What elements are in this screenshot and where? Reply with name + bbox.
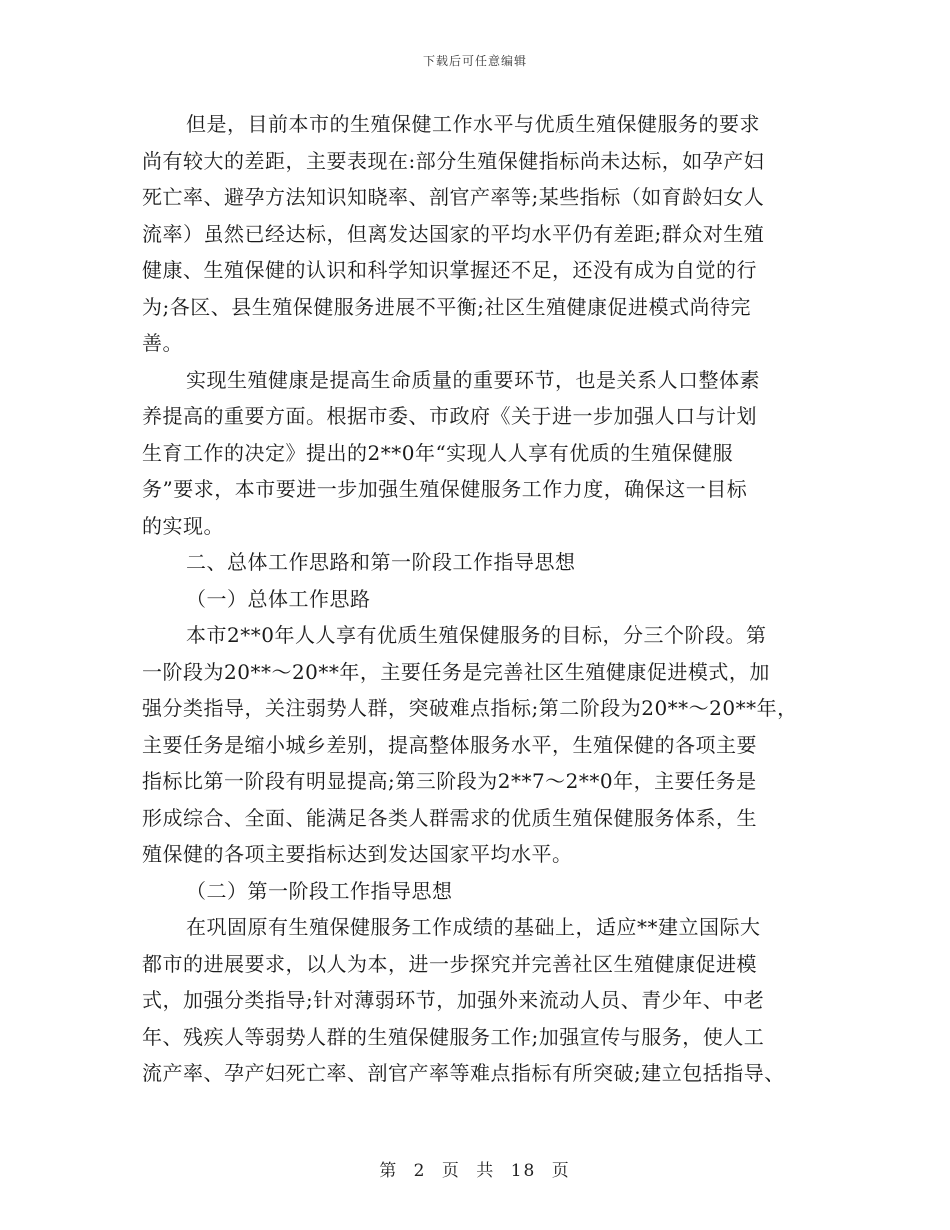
subsection-heading: （一）总体工作思路: [186, 586, 371, 611]
paragraph-line: 本市2**0年人人享有优质生殖保健服务的目标，分三个阶段。第: [186, 623, 767, 647]
paragraph-line: 流率）虽然已经达标，但离发达国家的平均水平仍有差距;群众对生殖: [142, 221, 765, 246]
paragraph-line: 死亡率、避孕方法知识知晓率、剖官产率等;某些指标（如育龄妇女人: [142, 185, 765, 209]
paragraph-line: 主要任务是缩小城乡差别，提高整体服务水平，生殖保健的各项主要: [142, 732, 757, 757]
paragraph-line: 务”要求，本市要进一步加强生殖保健服务工作力度，确保这一目标: [142, 477, 748, 501]
paragraph-line: 为;各区、县生殖保健服务进展不平衡;社区生殖健康促进模式尚待完: [142, 294, 751, 319]
page-header: 下载后可任意编辑: [422, 54, 527, 68]
subsection-heading: （二）第一阶段工作指导思想: [186, 878, 453, 903]
paragraph-line: 强分类指导，关注弱势人群，突破难点指标;第二阶段为20**～20**年，: [142, 696, 798, 720]
paragraph-line: 都市的进展要求，以人为本，进一步探究并完善社区生殖健康促进模: [142, 951, 757, 976]
paragraph-line: 年、残疾人等弱势人群的生殖保健服务工作;加强宣传与服务，使人工: [142, 1024, 765, 1049]
page-footer: 第 2 页 共 18 页: [379, 1161, 571, 1181]
paragraph-line: 生育工作的决定》提出的2**0年“实现人人享有优质的生殖保健服: [142, 440, 734, 465]
paragraph-line: 在巩固原有生殖保健服务工作成绩的基础上，适应**建立国际大: [186, 915, 761, 939]
paragraph-line: 式，加强分类指导;针对薄弱环节，加强外来流动人员、青少年、中老: [142, 988, 765, 1012]
paragraph-line: 健康、生殖保健的认识和科学知识掌握还不足，还没有成为自觉的行: [142, 258, 757, 282]
paragraph-line: 养提高的重要方面。根据市委、市政府《关于进一步加强人口与计划: [142, 404, 757, 428]
document-body: [142, 106, 822, 1092]
section-heading: 二、总体工作思路和第一阶段工作指导思想: [186, 550, 576, 574]
paragraph-line: 形成综合、全面、能满足各类人群需求的优质生殖保健服务体系，生: [142, 805, 757, 830]
paragraph-line: 尚有较大的差距，主要表现在:部分生殖保健指标尚未达标，如孕产妇: [142, 148, 765, 173]
paragraph-line: 实现生殖健康是提高生命质量的重要环节，也是关系人口整体素: [186, 367, 760, 392]
paragraph-line: 殖保健的各项主要指标达到发达国家平均水平。: [142, 842, 573, 866]
paragraph-line: 的实现。: [142, 513, 224, 538]
paragraph-line: 善。: [142, 331, 183, 355]
paragraph-line: 一阶段为20**～20**年，主要任务是完善社区生殖健康促进模式，加: [142, 659, 770, 684]
paragraph-line: 但是，目前本市的生殖保健工作水平与优质生殖保健服务的要求: [186, 112, 760, 136]
paragraph-line: 指标比第一阶段有明显提高;第三阶段为2**7～2**0年，主要任务是: [142, 769, 757, 793]
paragraph-line: 流产率、孕产妇死亡率、剖官产率等难点指标有所突破;建立包括指导、: [142, 1061, 785, 1085]
